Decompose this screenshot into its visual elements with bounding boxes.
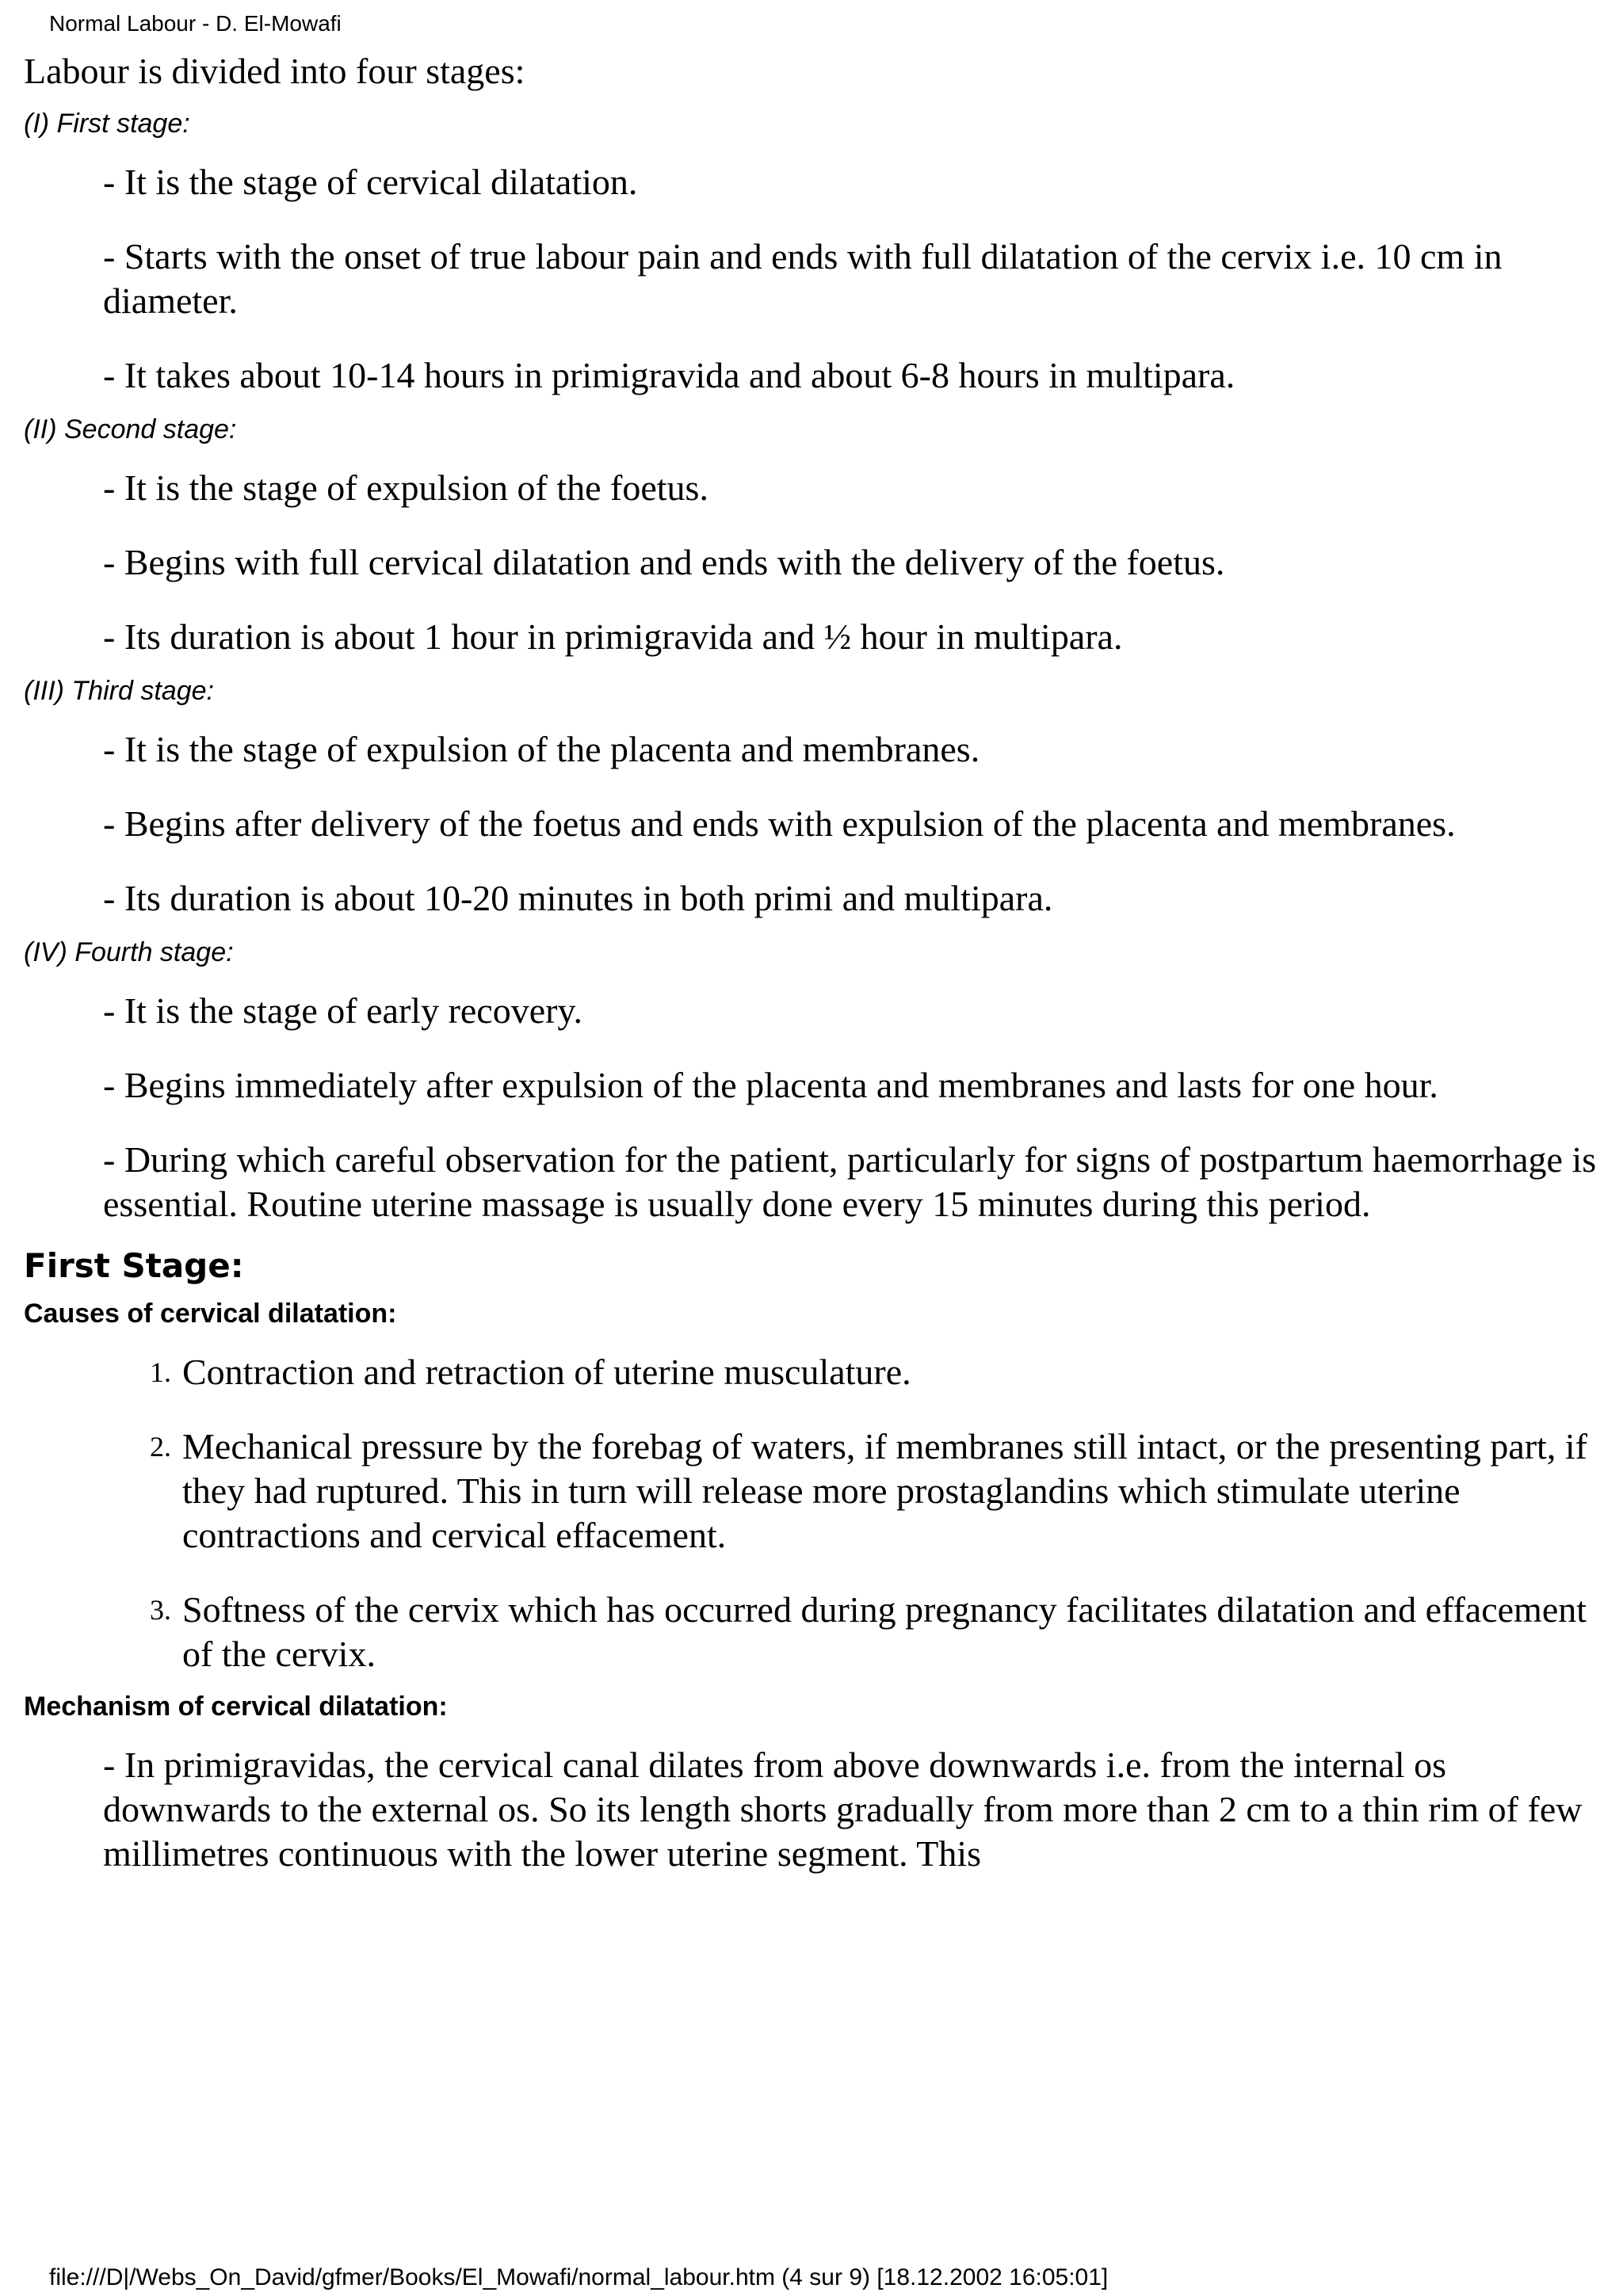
causes-list (24, 1350, 1601, 1676)
stage-point: - It is the stage of expulsion of the placenta and membranes. (103, 729, 980, 769)
stage-2 (24, 412, 1601, 659)
stage-point: - It is the stage of early recovery. (103, 990, 582, 1031)
stage-1 (24, 106, 1601, 398)
stage-point: - Starts with the onset of true labour pain and ends with full dilatation of the cervix i.e. 10 cm in diameter. (103, 236, 1503, 321)
stage-label: (III) Third stage: (24, 676, 214, 706)
stage-label: (I) First stage: (24, 109, 190, 139)
document-body (24, 49, 1601, 1906)
stage-label: (IV) Fourth stage: (24, 937, 234, 967)
intro-text: Labour is divided into four stages: (24, 51, 525, 91)
list-item (24, 1425, 1601, 1558)
list-number: 3. (150, 1594, 171, 1626)
list-item (24, 1588, 1601, 1676)
stage-point: - During which careful observation for the patient, particularly for signs of postpartum haemorrhage is essential. Routine uterine massage is usually done every 15 minutes during this period. (103, 1139, 1597, 1224)
list-item (24, 1350, 1601, 1394)
mechanism-heading: Mechanism of cervical dilatation: (24, 1691, 448, 1722)
list-item-text: Mechanical pressure by the forebag of waters, if membranes still intact, or the presenting part, if they had ruptured. This in turn will release more prostaglandins which stimulate uterine contractions and cervical effacement. (182, 1426, 1587, 1555)
list-number: 1. (150, 1356, 171, 1388)
stage-point: - Begins after delivery of the foetus and ends with expulsion of the placenta and membranes. (103, 803, 1456, 844)
list-item-text: Contraction and retraction of uterine musculature. (182, 1352, 911, 1392)
stage-point: - Its duration is about 10-20 minutes in both primi and multipara. (103, 878, 1053, 918)
stage-point: - It is the stage of expulsion of the foetus. (103, 467, 708, 508)
stage-label: (II) Second stage: (24, 414, 237, 444)
page-footer: file:///D|/Webs_On_David/gfmer/Books/El_Mowafi/normal_labour.htm (4 sur 9) [18.12.2002 16:05:01] (49, 2264, 1109, 2290)
causes-heading: Causes of cervical dilatation: (24, 1299, 397, 1329)
list-item-text: Softness of the cervix which has occurred during pregnancy facilitates dilatation and effacement of the cervix. (182, 1589, 1587, 1674)
mechanism-text: - In primigravidas, the cervical canal dilates from above downwards i.e. from the internal os downwards to the external os. So its length shorts gradually from more than 2 cm to a thin rim of few millimetres continuous with the lower uterine segment. This (103, 1745, 1583, 1874)
first-stage-heading: First Stage: (24, 1246, 244, 1285)
stage-point: - Begins immediately after expulsion of the placenta and membranes and lasts for one hour. (103, 1065, 1438, 1105)
stage-3 (24, 673, 1601, 921)
stage-4 (24, 935, 1601, 1226)
stage-point: - It takes about 10-14 hours in primigravida and about 6-8 hours in multipara. (103, 355, 1235, 395)
stage-point: - Begins with full cervical dilatation and ends with the delivery of the foetus. (103, 542, 1225, 582)
page-header: Normal Labour - D. El-Mowafi (49, 11, 342, 36)
stage-point: - Its duration is about 1 hour in primigravida and ½ hour in multipara. (103, 616, 1123, 657)
list-number: 2. (150, 1431, 171, 1463)
stage-point: - It is the stage of cervical dilatation. (103, 162, 638, 202)
